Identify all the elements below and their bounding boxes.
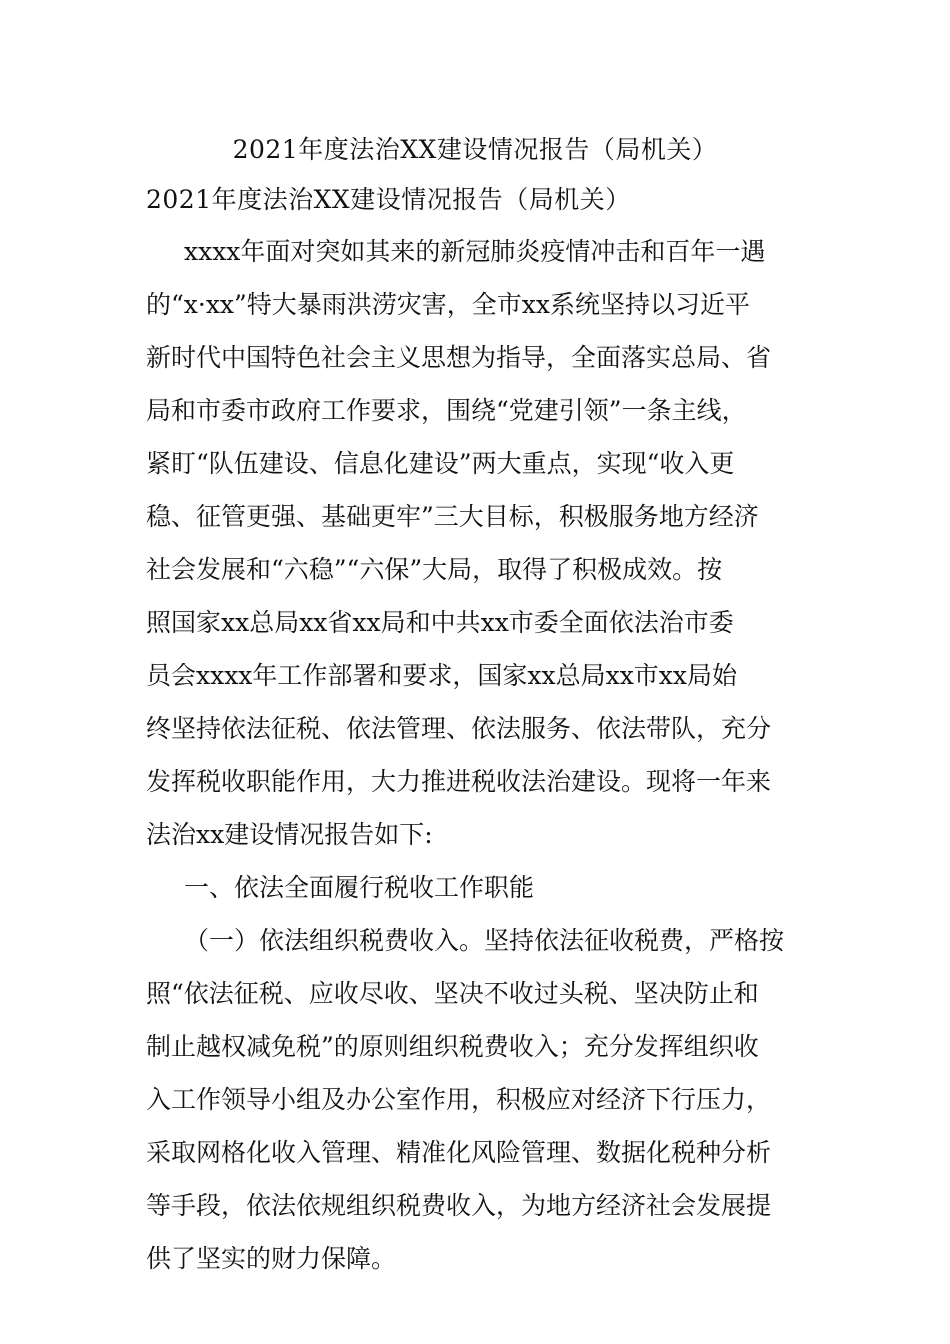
body-line: 制止越权减免税”的原则组织税费收入；充分发挥组织收 <box>146 1032 759 1061</box>
document-title: 2021年度法治XX建设情况报告（局机关） <box>232 135 718 164</box>
body-line: 的“x·xx”特大暴雨洪涝灾害，全市xx系统坚持以习近平 <box>146 290 751 319</box>
body-line: 社会发展和“六稳”“六保”大局，取得了积极成效。按 <box>146 555 723 584</box>
body-line: 入工作领导小组及办公室作用，积极应对经济下行压力， <box>146 1085 772 1114</box>
body-line: 照“依法征税、应收尽收、坚决不收过头税、坚决防止和 <box>146 979 759 1008</box>
body-line: 终坚持依法征税、依法管理、依法服务、依法带队，充分 <box>146 714 772 743</box>
body-line: 采取网格化收入管理、精准化风险管理、数据化税种分析 <box>146 1138 772 1167</box>
body-line: 照国家xx总局xx省xx局和中共xx市委全面依法治市委 <box>146 608 734 637</box>
subsection-paragraph-start: （一）依法组织税费收入。坚持依法征收税费，严格按 <box>184 926 785 955</box>
body-line: 稳、征管更强、基础更牢”三大目标，积极服务地方经济 <box>146 502 759 531</box>
body-line: 新时代中国特色社会主义思想为指导，全面落实总局、省 <box>146 343 772 372</box>
body-line: xxxx年面对突如其来的新冠肺炎疫情冲击和百年一遇 <box>184 237 766 266</box>
body-line: 员会xxxx年工作部署和要求，国家xx总局xx市xx局始 <box>146 661 737 690</box>
body-line: 等手段，依法依规组织税费收入，为地方经济社会发展提 <box>146 1191 772 1220</box>
section-heading: 一、依法全面履行税收工作职能 <box>184 873 535 902</box>
body-line: 供了坚实的财力保障。 <box>146 1244 397 1273</box>
body-line: 紧盯“队伍建设、信息化建设”两大重点，实现“收入更 <box>146 449 735 478</box>
document-subtitle: 2021年度法治XX建设情况报告（局机关） <box>146 185 631 214</box>
body-line: 法治xx建设情况报告如下: <box>146 820 433 849</box>
body-line: 发挥税收职能作用，大力推进税收法治建设。现将一年来 <box>146 767 772 796</box>
body-line: 局和市委市政府工作要求，围绕“党建引领”一条主线， <box>146 396 747 425</box>
